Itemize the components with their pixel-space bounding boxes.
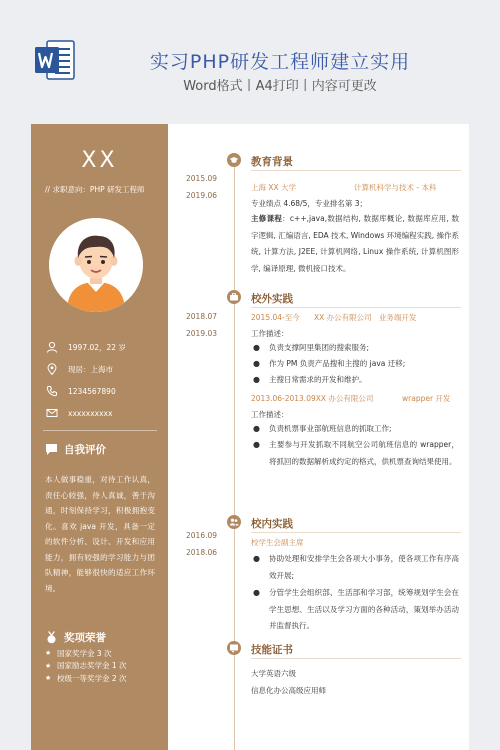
word-logo-icon bbox=[33, 38, 77, 82]
banner bbox=[0, 0, 500, 110]
job1-bullet: ● 作为 PM 负责产品搜和主搜的 java 迁移; bbox=[253, 359, 406, 368]
info-age-text: 1997.02，22 岁 bbox=[68, 342, 126, 352]
edu-school: 上海 XX 大学 bbox=[251, 183, 297, 192]
mail-icon bbox=[45, 406, 59, 420]
candidate-name: XX bbox=[81, 148, 118, 173]
job2-bullet: ● 负责机票事业部航班信息的抓取工作; bbox=[253, 424, 392, 433]
info-phone-text: 1234567890 bbox=[68, 386, 116, 396]
avatar bbox=[49, 218, 143, 312]
self-eval-title: 自我评价 bbox=[64, 444, 106, 456]
campus-role: 校学生会副主席 bbox=[251, 538, 304, 547]
courses-text: ：c++,java,数据结构, 数据库概论, 数据库应用, 数字逻辑, 汇编语言, EDA 技术, Windows 环境编程实践, 操作系统, 计算方法, J2EE, 计算机网络, Linux 操作系统, 计算机图形学, 编译原理, 微机接口技术。 bbox=[251, 214, 460, 273]
honor-item: ★ 国家奖学金 3 次 bbox=[45, 648, 112, 658]
sidebar bbox=[31, 124, 168, 750]
phone-icon bbox=[45, 384, 59, 398]
honor-item: ★ 校级一等奖学金 2 次 bbox=[45, 673, 127, 683]
section-rule bbox=[251, 170, 461, 171]
edu-courses bbox=[251, 211, 459, 277]
resume-page bbox=[31, 124, 469, 750]
info-age bbox=[45, 336, 165, 358]
cert-item: 大学英语六级 bbox=[251, 669, 296, 678]
self-eval-text: 本人做事稳重，对待工作认真，责任心较强，待人真诚，善于沟通，时刻保持学习，积极拥抱变化。喜欢 java 开发，具备一定的软件分析、设计、开发和应用能力，拥有较强的学习能力与团队精神，能够很快的适应工作环境。 bbox=[45, 475, 155, 593]
edu-date-end: 2019.06 bbox=[186, 191, 218, 200]
medal-icon bbox=[45, 631, 58, 644]
education-title: 教育背景 bbox=[251, 156, 293, 168]
job1-desc-label: 工作描述： bbox=[251, 329, 289, 338]
job2-line: 2013.06-2013.09XX 办公有限公司 wrapper 开发 bbox=[251, 394, 451, 403]
location-icon bbox=[45, 362, 59, 376]
star-icon: ★ bbox=[45, 661, 52, 670]
sidebar-divider bbox=[43, 430, 157, 431]
info-phone bbox=[45, 380, 165, 402]
edu-date-start: 2015.09 bbox=[186, 174, 218, 183]
self-eval-heading bbox=[45, 442, 106, 457]
campus-date-start: 2016.09 bbox=[186, 531, 218, 540]
honor-item: ★ 国家励志奖学金 1 次 bbox=[45, 661, 127, 671]
honors-list bbox=[45, 647, 165, 685]
campus-date-end: 2018.06 bbox=[186, 548, 218, 557]
person-icon bbox=[45, 340, 59, 354]
courses-label: 主修课程 bbox=[251, 214, 283, 223]
internship-title: 校外实践 bbox=[251, 293, 293, 305]
job1-bullet: ● 负责支撑阿里集团的搜索服务; bbox=[253, 343, 370, 352]
certificate-icon bbox=[227, 641, 241, 655]
timeline-line bbox=[234, 154, 235, 750]
job-intent: // 求职意向：PHP 研发工程师 bbox=[45, 185, 145, 194]
briefcase-icon bbox=[227, 290, 241, 304]
people-icon bbox=[227, 515, 241, 529]
honors-heading bbox=[45, 630, 106, 645]
chat-icon bbox=[45, 443, 58, 456]
edu-gpa: 专业绩点 4.68/5，专业排名第 3； bbox=[251, 199, 368, 208]
campus-title: 校内实践 bbox=[251, 518, 293, 530]
intern-date-end: 2019.03 bbox=[186, 329, 218, 338]
job2-bullet: ● 主要参与开发抓取不同航空公司航班信息的 wrapper，将抓回的数据解析成约定的格式，供机票查询结果使用。 bbox=[253, 440, 459, 466]
honors-title: 奖项荣誉 bbox=[64, 632, 106, 644]
avatar-illustration bbox=[49, 218, 143, 312]
info-email bbox=[45, 402, 165, 424]
section-rule bbox=[251, 307, 461, 308]
job1-line: 2015.04-至今 XX 办公有限公司 业务端开发 bbox=[251, 313, 417, 322]
document-title: 实习PHP研发工程师建立实用 bbox=[149, 51, 411, 73]
graduation-cap-icon bbox=[227, 153, 241, 167]
campus-bullet: ● 协助处理和安排学生会各项大小事务，使各项工作有序高效开展; bbox=[253, 554, 459, 580]
personal-info bbox=[45, 336, 165, 424]
info-location-text: 现居：上海市 bbox=[68, 364, 113, 374]
job2-desc-label: 工作描述： bbox=[251, 410, 289, 419]
star-icon: ★ bbox=[45, 674, 52, 683]
section-rule bbox=[251, 532, 461, 533]
edu-major: 计算机科学与技术 - 本科 bbox=[354, 183, 437, 192]
info-email-text: xxxxxxxxxx bbox=[68, 408, 113, 418]
campus-bullet: ● 分管学生会组织部、生活部和学习部，统筹规划学生会在学生思想、生活以及学习方面的各种活动，策划举办活动并监督执行。 bbox=[253, 588, 459, 630]
job1-bullet: ● 主搜日常需求的开发和维护。 bbox=[253, 375, 367, 384]
intern-date-start: 2018.07 bbox=[186, 312, 218, 321]
certs-title: 技能证书 bbox=[251, 644, 293, 656]
info-location bbox=[45, 358, 165, 380]
cert-item: 信息化办公高级应用师 bbox=[251, 686, 326, 695]
section-rule bbox=[251, 658, 461, 659]
document-subtitle: Word格式丨A4打印丨内容可更改 bbox=[183, 79, 377, 94]
star-icon: ★ bbox=[45, 649, 52, 658]
